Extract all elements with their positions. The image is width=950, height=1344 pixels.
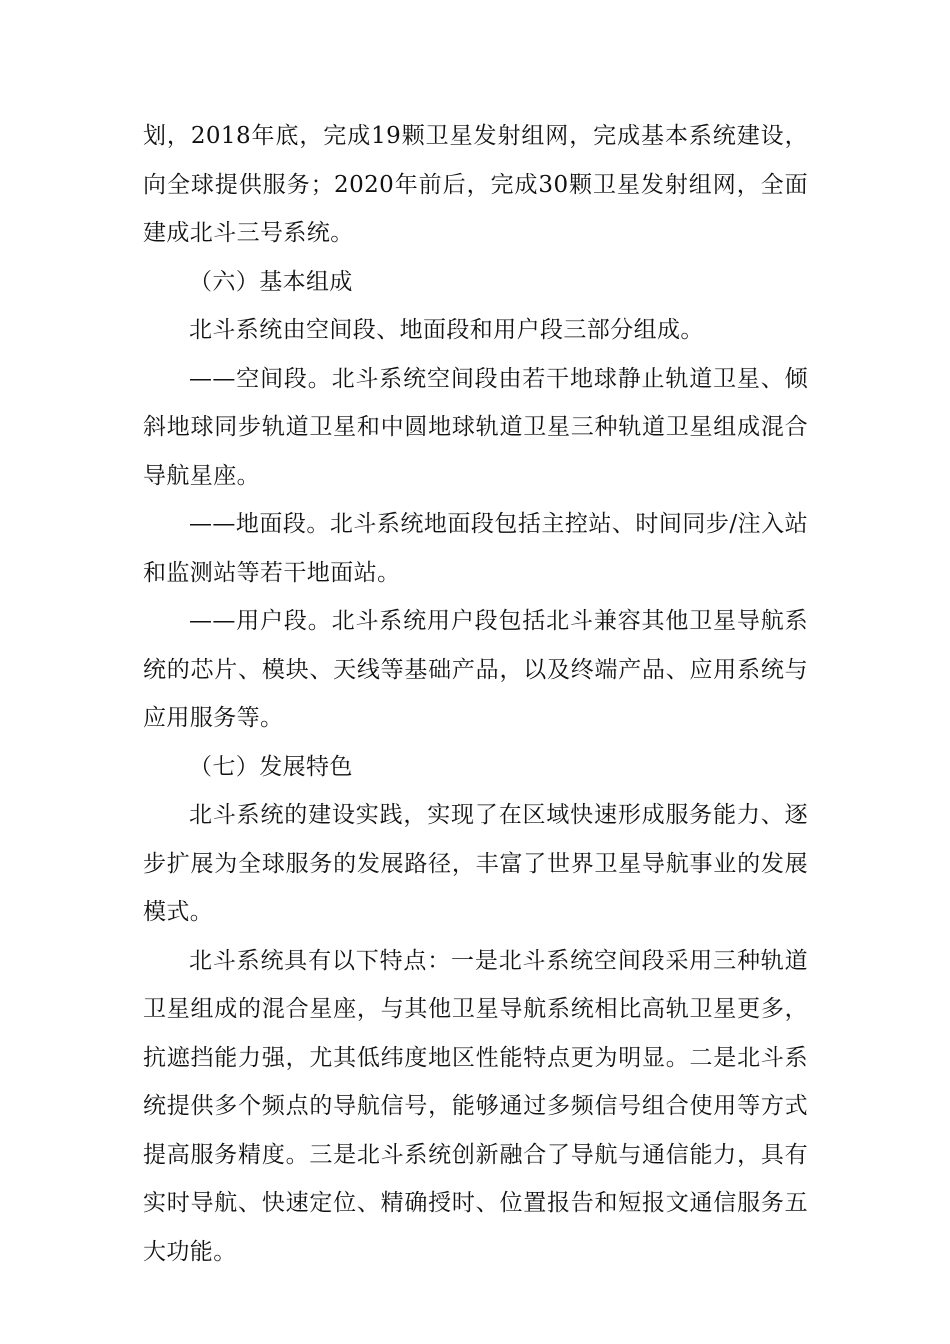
paragraph-ground-segment: ——地面段。北斗系统地面段包括主控站、时间同步/注入站和监测站等若干地面站。 [143,511,808,586]
paragraph-user-segment: ——用户段。北斗系统用户段包括北斗兼容其他卫星导航系统的芯片、模块、天线等基础产品，以及终端产品、应用系统与应用服务等。 [143,608,808,731]
paragraph-continued: 划，2018年底，完成19颗卫星发射组网，完成基本系统建设，向全球提供服务；2020年前后，完成30颗卫星发射组网，全面建成北斗三号系统。 [143,123,808,246]
paragraph-composition-summary: 北斗系统由空间段、地面段和用户段三部分组成。 [189,317,704,343]
paragraph-system-features: 北斗系统具有以下特点：一是北斗系统空间段采用三种轨道卫星组成的混合星座，与其他卫星导航系统相比高轨卫星更多，抗遮挡能力强，尤其低纬度地区性能特点更为明显。二是北斗系统提供多个频点的导航信号，能够通过多频信号组合使用等方式提高服务精度。三是北斗系统创新融合了导航与通信能力，具有实时导航、快速定位、精确授时、位置报告和短报文通信服务五大功能。 [143,947,808,1265]
section-heading-development-features: （七）发展特色 [189,753,353,780]
document-body [143,112,808,1276]
paragraph-construction-practice: 北斗系统的建设实践，实现了在区域快速形成服务能力、逐步扩展为全球服务的发展路径，丰富了世界卫星导航事业的发展模式。 [143,802,808,925]
section-heading-basic-composition: （六）基本组成 [189,268,353,295]
paragraph-space-segment: ——空间段。北斗系统空间段由若干地球静止轨道卫星、倾斜地球同步轨道卫星和中圆地球轨道卫星三种轨道卫星组成混合导航星座。 [143,365,808,489]
